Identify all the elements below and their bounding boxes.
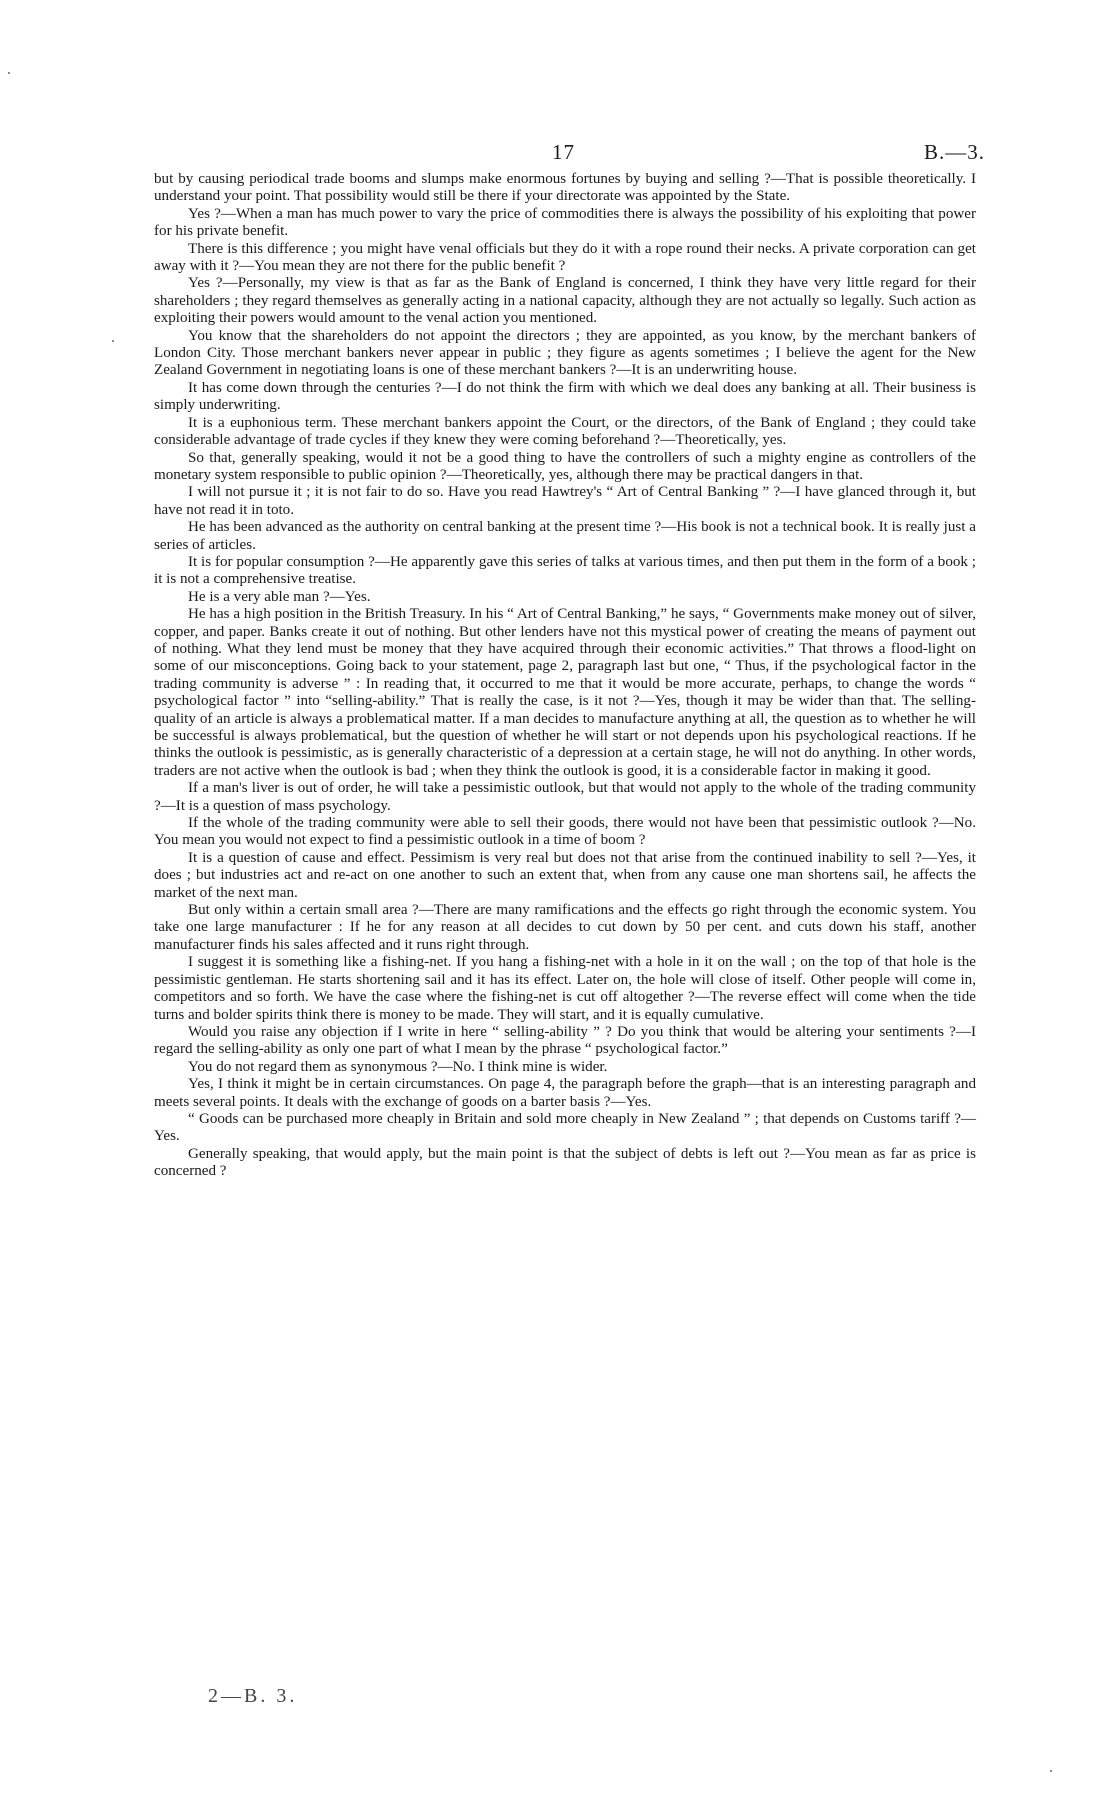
document-reference: B.—3. bbox=[924, 140, 986, 164]
paragraph: If a man's liver is out of order, he will take a pessimistic outlook, but that would not apply to the whole of the trading community ?—It is a question of mass psychology. bbox=[154, 780, 976, 814]
paragraph: He has a high position in the British Treasury. In his “ Art of Central Banking,” he says, “ Governments make money out of silver, copper, and paper. Banks create it out of nothing. But other lenders have not this mystical power of creating the means of payment out of nothing. What they lend must be money that they have acquired through their economic activities.” That throws a flood-light on some of our misconceptions. Going back to your statement, page 2, paragraph last but one, “ Thus, if the psychological factor in the trading community is adverse ” : In reading that, it occurred to me that it would be more accurate, perhaps, to change the words “ psychological factor ” into “selling-ability.” That is really the case, is it not ?—Yes, though it may be wider than that. The selling-quality of an article is always a problematical matter. If a man decides to manufacture anything at all, the question as to whether he will be successful is always problematical, but the question of whether he will start or not depends upon his psychological reactions. If he thinks the outlook is pessimistic, as is generally characteristic of a depression at a certain stage, he will not do anything. In other words, traders are not active when the outlook is bad ; when they think the outlook is good, it is a considerable factor in making it good. bbox=[154, 606, 976, 779]
paragraph: Yes ?—Personally, my view is that as far as the Bank of England is concerned, I think they have very little regard for their shareholders ; they regard themselves as generally acting in a national capacity, although they are not actually so legally. Such action as exploiting their powers would amount to the venal action you mentioned. bbox=[154, 275, 976, 327]
paragraph: It is for popular consumption ?—He apparently gave this series of talks at various times, and then put them in the form of a book ; it is not a comprehensive treatise. bbox=[154, 553, 976, 588]
paragraph: Yes ?—When a man has much power to vary the price of commodities there is always the possibility of his exploiting that power for his private benefit. bbox=[154, 205, 976, 240]
scan-speck bbox=[1050, 1770, 1052, 1772]
body-text bbox=[154, 171, 976, 1181]
signature-mark: 2—B. 3. bbox=[208, 1685, 298, 1707]
paragraph: He has been advanced as the authority on central banking at the present time ?—His book is not a technical book. It is really just a series of articles. bbox=[154, 519, 976, 553]
scan-speck bbox=[8, 72, 10, 74]
paragraph: It has come down through the centuries ?—I do not think the firm with which we deal does any banking at all. Their business is simply underwriting. bbox=[154, 379, 976, 414]
paragraph: Generally speaking, that would apply, but the main point is that the subject of debts is left out ?—You mean as far as price is concerned ? bbox=[154, 1145, 976, 1180]
paragraph: It is a question of cause and effect. Pessimism is very real but does not that arise from the continued inability to sell ?—Yes, it does ; but industries act and re-act on one another to such an extent that, when from any cause one man shortens sail, he affects the market of the next man. bbox=[154, 849, 976, 901]
paragraph: I will not pursue it ; it is not fair to do so. Have you read Hawtrey's “ Art of Central Banking ” ?—I have glanced through it, but have not read it in toto. bbox=[154, 484, 976, 518]
paragraph: You do not regard them as synonymous ?—No. I think mine is wider. bbox=[188, 1058, 608, 1075]
paragraph: So that, generally speaking, would it not be a good thing to have the controllers of such a mighty engine as controllers of the monetary system responsible to public opinion ?—Theoretically, yes, although there may be practical dangers in that. bbox=[154, 449, 976, 483]
paragraph: You know that the shareholders do not appoint the directors ; they are appointed, as you know, by the merchant bankers of London City. Those merchant bankers never appear in public ; they figure as agents sometimes ; I believe the agent for the New Zealand Government in negotiating loans is one of these merchant bankers ?—It is an underwriting house. bbox=[154, 327, 976, 379]
paragraph: I suggest it is something like a fishing-net. If you hang a fishing-net with a hole in it on the wall ; on the top of that hole is the pessimistic gentleman. He starts shortening sail and it has its effect. Later on, the hole will close of itself. Other people will come in, competitors and so forth. We have the case where the fishing-net is cut off altogether ?—The reverse effect will come when the tide turns and bolder spirits think there is money to be made. They will start, and it is equally cumulative. bbox=[154, 954, 976, 1023]
paragraph: Would you raise any objection if I write in here “ selling-ability ” ? Do you think that would be altering your sentiments ?—I regard the selling-ability as only one part of what I mean by the phrase “ psychological factor.” bbox=[154, 1023, 976, 1058]
paragraph: He is a very able man ?—Yes. bbox=[188, 588, 371, 605]
paragraph: But only within a certain small area ?—There are many ramifications and the effects go right through the economic system. You take one large manufacturer : If he for any reason at all decides to cut down by 50 per cent. and cuts down his staff, another manufacturer finds his sales affected and it runs right through. bbox=[154, 902, 976, 953]
paragraph: but by causing periodical trade booms and slumps make enormous fortunes by buying and selling ?—That is possible theoretically. I understand your point. That possibility would still be there if your directorate was appointed by the State. bbox=[154, 171, 976, 205]
paragraph: Yes, I think it might be in certain circumstances. On page 4, the paragraph before the graph—that is an interesting paragraph and meets several points. It deals with the exchange of goods on a barter basis ?—Yes. bbox=[154, 1076, 976, 1110]
paragraph: “ Goods can be purchased more cheaply in Britain and sold more cheaply in New Zealand ” ; that depends on Customs tariff ?—Yes. bbox=[154, 1110, 976, 1145]
scan-speck bbox=[112, 340, 114, 342]
paragraph: If the whole of the trading community were able to sell their goods, there would not have been that pessimistic outlook ?—No. You mean you would not expect to find a pessimistic outlook in a time of boom ? bbox=[154, 815, 976, 849]
paragraph: There is this difference ; you might have venal officials but they do it with a rope round their necks. A private corporation can get away with it ?—You mean they are not there for the public benefit ? bbox=[154, 240, 976, 275]
paragraph: It is a euphonious term. These merchant bankers appoint the Court, or the directors, of the Bank of England ; they could take considerable advantage of trade cycles if they knew they were coming beforehand ?—Theoretically, yes. bbox=[154, 414, 976, 449]
page-number: 17 bbox=[552, 140, 575, 164]
